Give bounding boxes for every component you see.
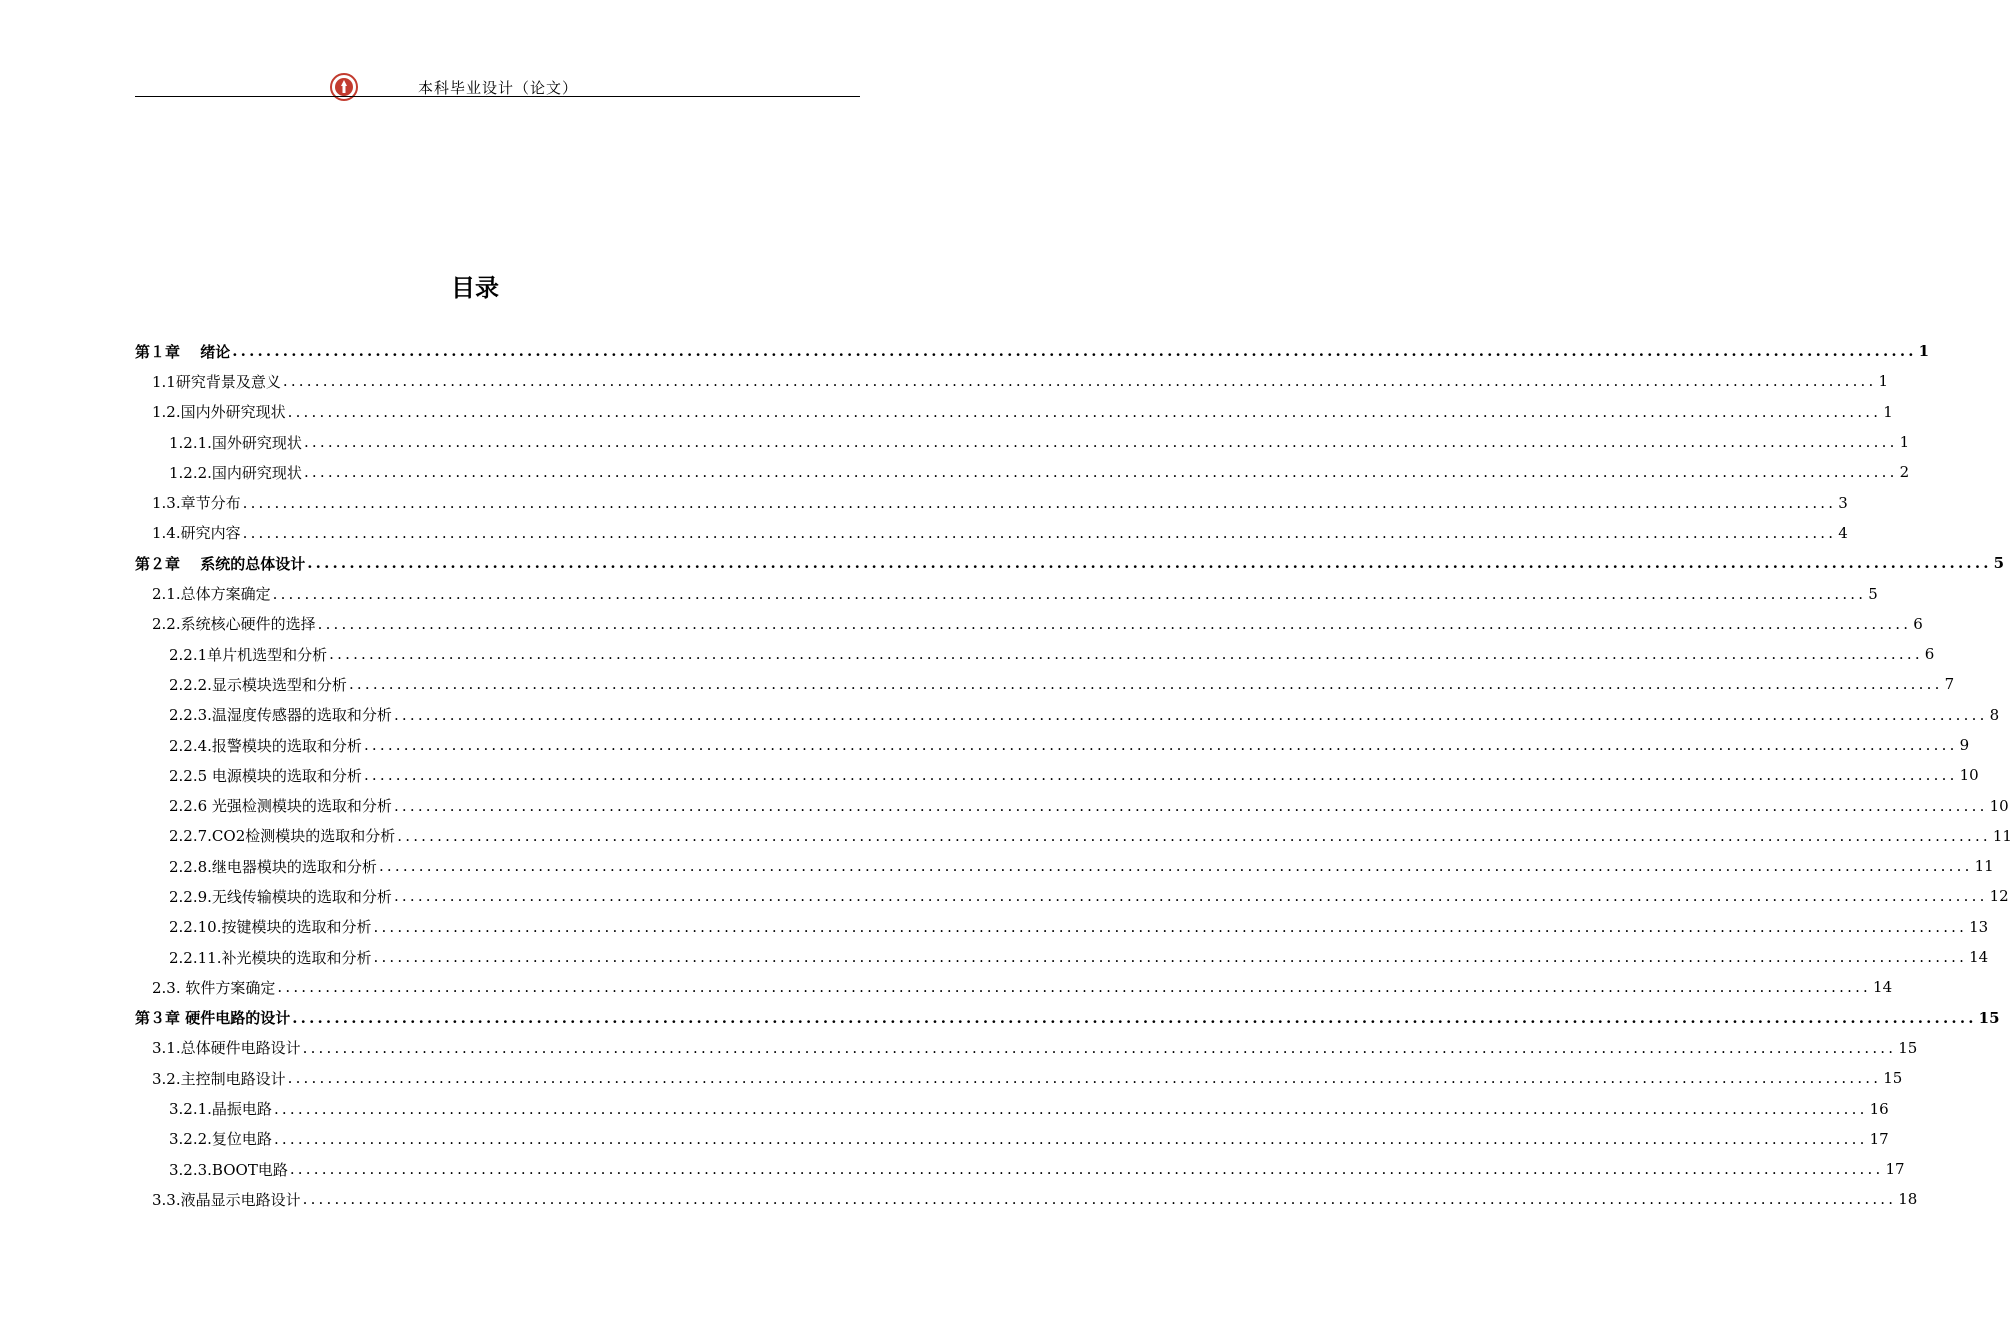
toc-entry-page-number: 6	[1913, 614, 1923, 633]
toc-entry-page-number: 17	[1869, 1129, 1889, 1148]
toc-entry[interactable]	[135, 1093, 1889, 1123]
toc-entry[interactable]	[135, 336, 1930, 366]
toc-entry-label: 2.2.10.按键模块的选取和分析	[169, 918, 372, 937]
toc-entry[interactable]	[135, 1033, 1918, 1063]
toc-dot-leader: ........................................................................................................................................................................................................	[242, 523, 1837, 542]
toc-dot-leader: ........................................................................................................................................................................................................	[273, 1099, 1868, 1118]
toc-entry-label: 2.2.7.CO2检测模块的选取和分析	[169, 827, 396, 846]
toc-entry-label: 2.2.系统核心硬件的选择	[152, 615, 316, 634]
toc-entry-label: 2.2.5 电源模块的选取和分析	[169, 766, 362, 785]
toc-entry-page-number: 13	[1969, 917, 1989, 936]
toc-entry[interactable]	[135, 639, 1935, 669]
toc-entry[interactable]	[135, 366, 1889, 396]
toc-entry[interactable]	[135, 972, 1893, 1002]
toc-dot-leader: ........................................................................................................................................................................................................	[302, 1038, 1897, 1057]
toc-entry-label: 2.2.8.继电器模块的选取和分析	[169, 857, 377, 876]
toc-entry-label: 第３章 硬件电路的设计	[135, 1009, 291, 1028]
toc-entry-label: 3.2.2.复位电路	[169, 1130, 272, 1149]
toc-entry[interactable]	[135, 609, 1923, 639]
toc-entry-label: 2.2.6 光强检测模块的选取和分析	[169, 797, 392, 816]
toc-entry[interactable]	[135, 457, 1910, 487]
toc-entry-page-number: 15	[1978, 1008, 2000, 1027]
toc-dot-leader: ........................................................................................................................................................................................................	[393, 887, 1988, 906]
toc-entry-label: 1.3.章节分布	[152, 494, 241, 513]
toc-entry-label: 2.2.1单片机选型和分析	[169, 645, 328, 664]
toc-entry-page-number: 16	[1869, 1099, 1889, 1118]
toc-entry-label: 1.4.研究内容	[152, 524, 241, 543]
toc-entry-page-number: 15	[1898, 1038, 1918, 1057]
toc-dot-leader: ........................................................................................................................................................................................................	[329, 645, 1923, 664]
toc-entry-label: 1.2.国内外研究现状	[152, 403, 286, 422]
toc-dot-leader: ........................................................................................................................................................................................................	[303, 433, 1898, 452]
toc-entry-label: 2.2.2.显示模块选型和分析	[169, 675, 347, 694]
toc-entry-page-number: 2	[1899, 463, 1910, 482]
toc-entry-page-number: 8	[1989, 705, 2000, 724]
toc-entry-label: 2.3. 软件方案确定	[152, 978, 276, 997]
toc-dot-leader: ........................................................................................................................................................................................................	[282, 372, 1877, 391]
toc-entry-page-number: 1	[1883, 402, 1893, 421]
toc-dot-leader: ........................................................................................................................................................................................................	[397, 826, 1991, 845]
toc-entry[interactable]	[135, 942, 1989, 972]
toc-entry-page-number: 11	[1974, 857, 1994, 876]
toc-entry-page-number: 4	[1838, 523, 1848, 542]
toc-entry[interactable]	[135, 700, 2000, 730]
toc-entry[interactable]	[135, 397, 1893, 427]
toc-entry[interactable]	[135, 487, 1848, 517]
toc-entry-page-number: 12	[1989, 887, 2009, 906]
toc-entry-label: 2.2.11.补光模块的选取和分析	[169, 948, 372, 967]
toc-entry-label: 2.2.4.报警模块的选取和分析	[169, 736, 362, 755]
toc-entry[interactable]	[135, 1124, 1889, 1154]
toc-dot-leader: ........................................................................................................................................................................................................	[292, 1008, 1977, 1027]
toc-entry[interactable]	[135, 578, 1878, 608]
toc-dot-leader: ........................................................................................................................................................................................................	[232, 342, 1917, 361]
toc-entry[interactable]	[135, 1063, 1903, 1093]
toc-dot-leader: ........................................................................................................................................................................................................	[373, 948, 1968, 967]
toc-heading: 目录	[451, 274, 499, 302]
toc-entry-label: 2.2.3.温湿度传感器的选取和分析	[169, 706, 392, 725]
toc-entry-label: 3.2.3.BOOT电路	[169, 1160, 288, 1179]
toc-dot-leader: ........................................................................................................................................................................................................	[378, 857, 1973, 876]
toc-entry-label: 第１章 绪论	[135, 342, 231, 361]
header-divider	[135, 96, 860, 97]
toc-dot-leader: ........................................................................................................................................................................................................	[302, 1190, 1897, 1209]
toc-entry-page-number: 1	[1899, 433, 1910, 452]
toc-entry-page-number: 7	[1944, 675, 1955, 694]
toc-dot-leader: ........................................................................................................................................................................................................	[303, 463, 1898, 482]
toc-entry-label: 3.2.1.晶振电路	[169, 1100, 272, 1119]
toc-entry[interactable]	[135, 760, 1979, 790]
toc-entry-page-number: 6	[1924, 645, 1935, 664]
toc-entry[interactable]	[135, 790, 2009, 820]
toc-entry-label: 2.2.9.无线传输模块的选取和分析	[169, 887, 392, 906]
toc-dot-leader: ........................................................................................................................................................................................................	[393, 796, 1988, 815]
toc-dot-leader: ........................................................................................................................................................................................................	[307, 554, 1992, 573]
toc-dot-leader: ........................................................................................................................................................................................................	[289, 1160, 1884, 1179]
toc-entry-page-number: 10	[1989, 796, 2009, 815]
table-of-contents	[135, 336, 2012, 1215]
toc-dot-leader: ........................................................................................................................................................................................................	[273, 1129, 1868, 1148]
toc-entry-label: 1.1研究背景及意义	[152, 372, 281, 391]
toc-entry[interactable]	[135, 1154, 1905, 1184]
toc-entry[interactable]	[135, 518, 1848, 548]
toc-entry-page-number: 14	[1873, 978, 1893, 997]
toc-entry-page-number: 5	[1993, 554, 2005, 573]
header-title: 本科毕业设计（论文）	[418, 79, 579, 97]
toc-dot-leader: ........................................................................................................................................................................................................	[363, 736, 1958, 754]
toc-entry-label: 第２章 系统的总体设计	[135, 554, 306, 573]
toc-entry-page-number: 11	[1992, 826, 2012, 845]
toc-dot-leader: ........................................................................................................................................................................................................	[317, 614, 1912, 633]
toc-entry[interactable]	[135, 1184, 1918, 1214]
toc-dot-leader: ........................................................................................................................................................................................................	[363, 766, 1958, 785]
toc-entry-page-number: 10	[1959, 766, 1979, 785]
page-header	[135, 70, 860, 100]
toc-entry[interactable]	[135, 669, 1955, 699]
toc-entry-page-number: 14	[1969, 948, 1989, 967]
toc-entry-page-number: 3	[1838, 493, 1848, 512]
toc-entry-label: 1.2.2.国内研究现状	[169, 463, 302, 482]
toc-dot-leader: ........................................................................................................................................................................................................	[272, 584, 1867, 603]
toc-dot-leader: ........................................................................................................................................................................................................	[277, 978, 1872, 997]
toc-entry[interactable]	[135, 881, 2009, 911]
toc-entry-label: 3.3.液晶显示电路设计	[152, 1190, 301, 1209]
toc-entry[interactable]	[135, 1003, 2000, 1033]
toc-entry[interactable]	[135, 821, 2012, 851]
toc-entry-page-number: 5	[1868, 584, 1878, 603]
toc-entry-page-number: 17	[1885, 1160, 1905, 1179]
toc-entry[interactable]	[135, 548, 2005, 578]
toc-entry[interactable]	[135, 851, 1994, 881]
toc-entry-label: 2.1.总体方案确定	[152, 585, 271, 604]
toc-dot-leader: ........................................................................................................................................................................................................	[287, 1069, 1882, 1088]
toc-entry-label: 3.1.总体硬件电路设计	[152, 1039, 301, 1058]
toc-entry[interactable]	[135, 912, 1989, 942]
toc-entry-page-number: 1	[1918, 342, 1930, 361]
toc-dot-leader: ........................................................................................................................................................................................................	[348, 675, 1943, 694]
toc-dot-leader: ........................................................................................................................................................................................................	[242, 493, 1837, 512]
toc-dot-leader: ........................................................................................................................................................................................................	[287, 402, 1882, 421]
toc-entry-page-number: 15	[1883, 1069, 1903, 1088]
toc-entry-page-number: 18	[1898, 1190, 1918, 1209]
toc-entry-page-number: 1	[1878, 372, 1889, 391]
toc-entry-page-number: 9	[1959, 736, 1970, 754]
toc-entry-label: 1.2.1.国外研究现状	[169, 433, 302, 452]
toc-entry[interactable]	[135, 427, 1910, 457]
toc-dot-leader: ........................................................................................................................................................................................................	[393, 705, 1988, 724]
toc-entry-label: 3.2.主控制电路设计	[152, 1069, 286, 1088]
toc-entry[interactable]	[135, 730, 1970, 760]
toc-dot-leader: ........................................................................................................................................................................................................	[373, 917, 1968, 936]
